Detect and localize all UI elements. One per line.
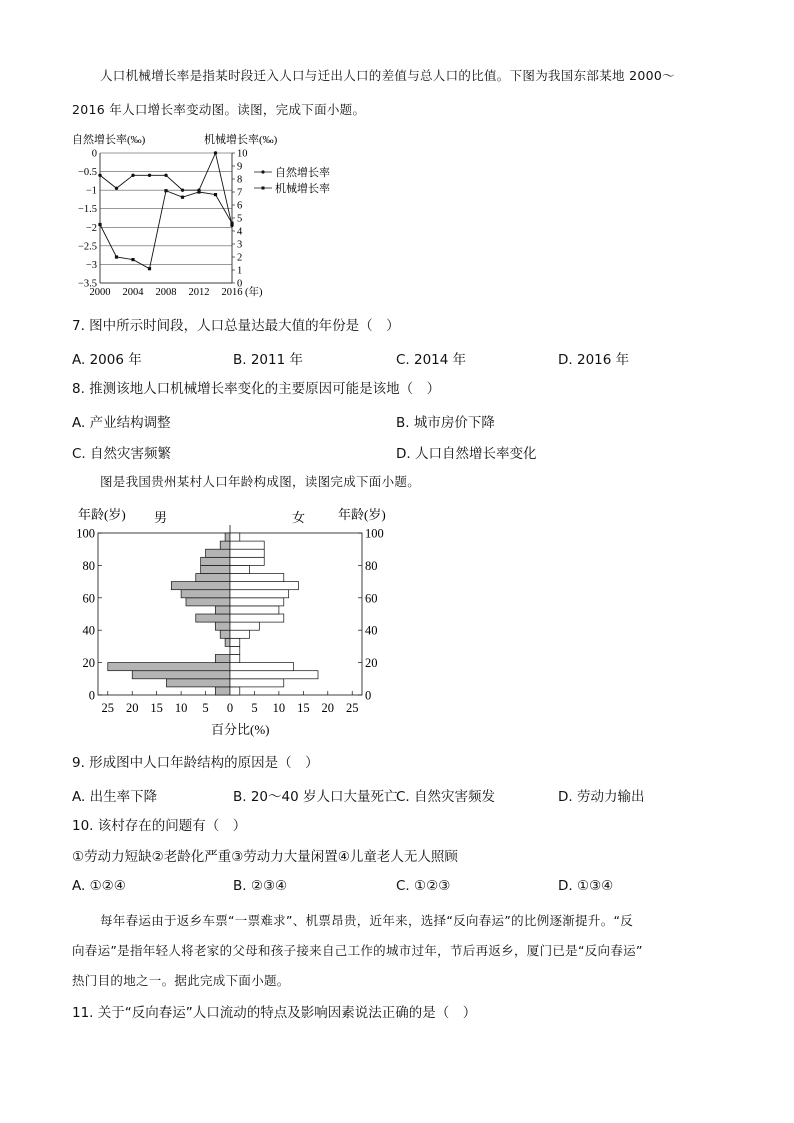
left-age-label: 60 (82, 591, 95, 606)
female-bar (230, 622, 259, 630)
female-bar (230, 679, 284, 687)
right-age-label: 60 (365, 591, 378, 606)
female-bar (230, 606, 279, 614)
male-bar (166, 679, 230, 687)
left-tick-label: −2.5 (77, 241, 97, 253)
migration-rate-point (230, 222, 233, 225)
female-bar (230, 549, 264, 557)
migration-rate-point (115, 255, 118, 258)
natural-rate-point (98, 174, 101, 177)
growth-rate-chart (60, 130, 360, 300)
left-age-label: 100 (76, 526, 95, 541)
left-age-label: 80 (82, 558, 95, 573)
female-bar (230, 655, 240, 663)
x-tick-label: 2016 (221, 287, 243, 298)
left-age-label: 20 (82, 656, 95, 671)
male-bar (220, 630, 230, 638)
chart-legend (254, 165, 330, 195)
pct-tick-label: 20 (321, 701, 335, 715)
pct-tick-label: 5 (202, 701, 209, 715)
female-bar (230, 671, 318, 679)
q7-option-d[interactable]: D. 2016 年 (558, 352, 630, 368)
migration-rate-point (181, 196, 184, 199)
left-tick-label: −0.5 (77, 167, 97, 179)
intro-paragraph-3-line3: 热门目的地之一。据此完成下面小题。 (72, 973, 290, 988)
q8-option-b[interactable]: B. 城市房价下降 (396, 415, 495, 431)
x-tick-label: 2008 (155, 287, 177, 298)
q7-option-c[interactable]: C. 2014 年 (396, 352, 467, 368)
x-axis-ticks (90, 287, 243, 298)
pct-tick-label: 15 (150, 701, 163, 715)
question-10-stem: 10. 该村存在的问题有（ ） (72, 818, 247, 834)
q10-option-c[interactable]: C. ①②③ (396, 878, 451, 894)
male-bar (225, 638, 230, 646)
q7-option-a[interactable]: A. 2006 年 (72, 352, 142, 368)
male-bar (215, 687, 230, 695)
female-bar (230, 687, 240, 695)
female-bar (230, 663, 294, 671)
male-bar (220, 541, 230, 549)
female-bar (230, 630, 250, 638)
migration-rate-point (131, 258, 134, 261)
right-axis-ticks (232, 149, 248, 290)
right-tick-label: 7 (237, 187, 243, 199)
q8-option-a[interactable]: A. 产业结构调整 (72, 415, 171, 431)
male-bar (171, 582, 230, 590)
male-bar (201, 557, 230, 565)
female-bar (230, 574, 284, 582)
question-9-stem: 9. 形成图中人口年龄结构的原因是（ ） (72, 755, 319, 771)
male-bar (215, 606, 230, 614)
male-bar (196, 614, 230, 622)
pct-tick-label: 25 (101, 701, 115, 715)
male-bar (181, 590, 230, 598)
right-age-label: 40 (365, 623, 378, 638)
chart-gridlines (100, 153, 232, 283)
left-age-label: 0 (88, 688, 95, 703)
legend-natural: 自然增长率 (275, 167, 330, 179)
female-bar (230, 565, 250, 573)
left-axis-ticks (78, 149, 97, 290)
pct-tick-label: 10 (272, 701, 286, 715)
pyramid-bars (108, 533, 318, 695)
male-bar (206, 549, 230, 557)
q8-option-c[interactable]: C. 自然灾害频繁 (72, 446, 172, 462)
right-tick-label: 8 (237, 174, 243, 186)
right-age-label: 80 (365, 558, 378, 573)
q7-option-b[interactable]: B. 2011 年 (233, 352, 303, 368)
x-axis-unit: (年) (245, 287, 263, 298)
x-tick-label: 2000 (89, 287, 111, 298)
intro-paragraph-line1: 人口机械增长率是指某时段迁入人口与迁出人口的差值与总人口的比值。下图为我国东部某地 2000～ (100, 68, 675, 83)
female-bar (230, 557, 264, 565)
pct-tick-label: 20 (125, 701, 139, 715)
series-line-migration (100, 191, 232, 269)
migration-rate-point (98, 223, 101, 226)
female-bar (230, 614, 284, 622)
left-tick-label: −3 (85, 259, 97, 271)
male-bar (215, 655, 230, 663)
right-age-label: 100 (365, 526, 384, 541)
question-8-stem: 8. 推测该地人口机械增长率变化的主要原因可能是该地（ ） (72, 381, 441, 397)
intro-paragraph-line2: 2016 年人口增长率变动图。读图，完成下面小题。 (72, 102, 366, 117)
right-tick-label: 2 (237, 252, 243, 264)
right-tick-label: 1 (237, 265, 243, 277)
natural-rate-point (115, 187, 118, 190)
female-bar (230, 541, 264, 549)
migration-rate-point (214, 193, 217, 196)
female-bar (230, 582, 298, 590)
male-bar (196, 574, 230, 582)
q9-option-a[interactable]: A. 出生率下降 (72, 789, 158, 805)
right-tick-label: 9 (237, 161, 243, 173)
right-age-label: 0 (365, 688, 372, 703)
intro-paragraph-3-line1: 每年春运由于返乡车票“一票难求”、机票昂贵，近年来，选择“反向春运”的比例逐渐提升。“反 (100, 913, 634, 928)
right-tick-label: 10 (237, 148, 248, 160)
chart-series (98, 151, 233, 270)
right-tick-label: 6 (237, 200, 243, 212)
legend-migration: 机械增长率 (275, 183, 330, 195)
age-pyramid-chart (70, 500, 410, 745)
pct-tick-label: 10 (174, 701, 188, 715)
left-tick-label: −3.5 (77, 278, 97, 290)
natural-rate-point (214, 151, 217, 154)
left-age-title: 年龄(岁) (78, 507, 126, 522)
female-bar (230, 638, 240, 646)
q9-option-d[interactable]: D. 劳动力输出 (558, 789, 645, 805)
pct-tick-label: 5 (251, 701, 258, 715)
x-tick-label: 2004 (122, 287, 144, 298)
x-axis-title: 百分比(%) (211, 722, 270, 737)
pct-tick-label: 0 (226, 701, 234, 715)
q9-option-b[interactable]: B. 20～40 岁人口大量死亡 (233, 789, 398, 805)
question-7-stem: 7. 图中所示时间段，人口总量达最大值的年份是（ ） (72, 318, 400, 334)
q9-option-c[interactable]: C. 自然灾害频发 (396, 789, 496, 805)
female-bar (230, 590, 289, 598)
migration-rate-point (148, 267, 151, 270)
q10-option-b[interactable]: B. ②③④ (233, 878, 288, 894)
q8-option-d[interactable]: D. 人口自然增长率变化 (396, 446, 537, 462)
left-axis-title: 自然增长率(‰) (72, 134, 146, 146)
male-label: 男 (154, 510, 168, 525)
male-bar (225, 533, 230, 541)
question-10-items: ①劳动力短缺②老龄化严重③劳动力大量闲置④儿童老人无人照顾 (72, 849, 458, 865)
pct-tick-label: 15 (297, 701, 310, 715)
x-tick-label: 2012 (188, 287, 210, 298)
natural-rate-point (164, 174, 167, 177)
left-tick-label: −1 (85, 185, 97, 197)
pct-tick-label: 25 (345, 701, 359, 715)
male-bar (132, 671, 230, 679)
left-tick-label: 0 (91, 148, 97, 160)
right-age-label: 20 (365, 656, 378, 671)
left-tick-label: −1.5 (77, 204, 97, 216)
male-bar (108, 663, 230, 671)
male-bar (186, 598, 230, 606)
female-bar (230, 533, 240, 541)
intro-paragraph-3-line2: 向春运”是指年轻人将老家的父母和孩子接来自己工作的城市过年，节后再返乡，厦门已是“反向春运” (72, 943, 643, 958)
female-bar (230, 646, 240, 654)
male-bar (201, 565, 230, 573)
right-age-title: 年龄(岁) (338, 507, 386, 522)
left-age-label: 40 (82, 623, 95, 638)
right-tick-label: 0 (237, 278, 243, 290)
right-tick-label: 3 (237, 239, 243, 251)
right-tick-label: 4 (237, 226, 243, 238)
natural-rate-point (181, 188, 184, 191)
q10-option-d[interactable]: D. ①③④ (558, 878, 614, 894)
female-label: 女 (292, 510, 306, 525)
natural-rate-point (148, 174, 151, 177)
intro-paragraph-2: 图是我国贵州某村人口年龄构成图，读图完成下面小题。 (100, 474, 421, 489)
male-bar (215, 622, 230, 630)
migration-rate-point (164, 189, 167, 192)
left-tick-label: −2 (85, 222, 97, 234)
right-tick-label: 5 (237, 213, 243, 225)
natural-rate-point (131, 174, 134, 177)
female-bar (230, 598, 284, 606)
right-axis-title: 机械增长率(‰) (204, 134, 278, 146)
migration-rate-point (197, 190, 200, 193)
question-11-stem: 11. 关于“反向春运”人口流动的特点及影响因素说法正确的是（ ） (72, 1005, 477, 1021)
q10-option-a[interactable]: A. ①②④ (72, 878, 126, 894)
